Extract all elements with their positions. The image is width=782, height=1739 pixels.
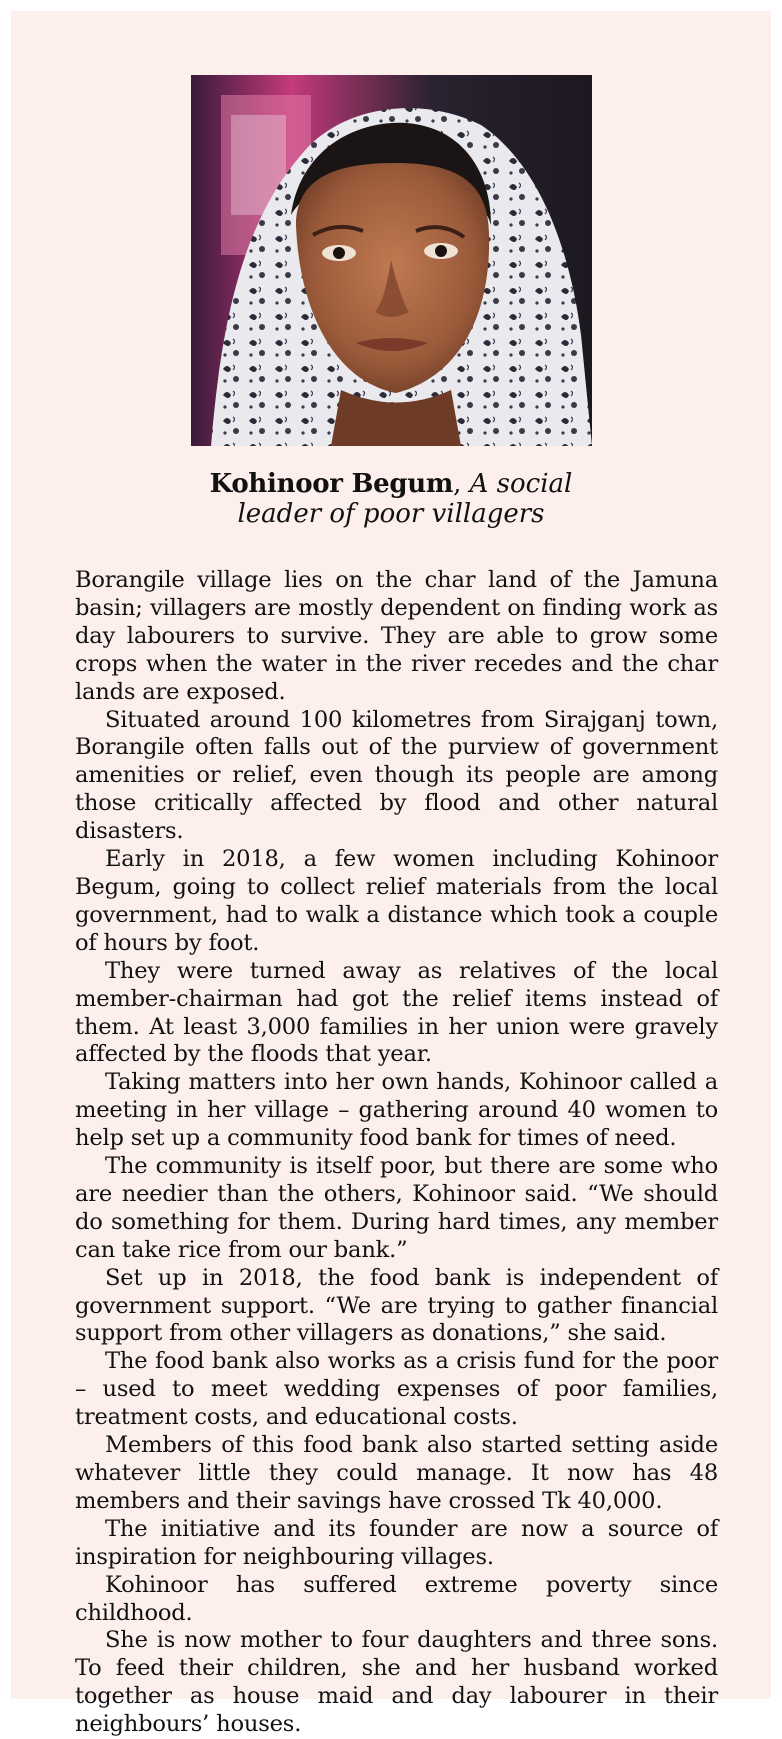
paragraph: Kohinoor has suffered extreme poverty since childhood. (75, 1571, 718, 1626)
portrait-photo (191, 75, 592, 446)
paragraph: They were turned away as relatives of the local member-chairman had got the relief items instead of them. At least 3,000 families in her union were gravely affected by the floods that year. (75, 957, 718, 1068)
article-body (75, 567, 718, 1739)
caption-separator: , (453, 469, 470, 499)
paragraph: The community is itself poor, but there are some who are needier than the others, Kohinoor said. “We should do something for them. During hard times, any member can take rice from our bank.” (75, 1153, 718, 1263)
person-role-line1: A social (469, 469, 573, 499)
paragraph: She is now mother to four daughters and three sons. To feed their children, she and her husband worked together as house maid and day labourer in their neighbours’ houses. (75, 1627, 718, 1738)
paragraph: Borangile village lies on the char land of the Jamuna basin; villagers are mostly dependent on finding work as day labourers to survive. They are able to grow some crops when the water in the river recedes and the char lands are exposed. (75, 567, 718, 705)
paragraph: The initiative and its founder are now a source of inspiration for neighbouring villages. (75, 1515, 718, 1570)
person-name: Kohinoor Begum (209, 469, 454, 499)
paragraph: The food bank also works as a crisis fund for the poor – used to meet wedding expenses of poor families, treatment costs, and educational costs. (75, 1348, 718, 1431)
photo-caption (11, 469, 771, 529)
paragraph: Situated around 100 kilometres from Sirajganj town, Borangile often falls out of the purview of government amenities or relief, even though its people are among those critically affected by flood and other natural disasters. (75, 706, 718, 845)
paragraph: Members of this food bank also started setting aside whatever little they could manage. It now has 48 members and their savings have crossed Tk 40,000. (75, 1432, 718, 1514)
person-role-line2: leader of poor villagers (237, 499, 545, 529)
paragraph: Set up in 2018, the food bank is independent of government support. “We are trying to gather financial support from other villagers as donations,” she said. (75, 1264, 718, 1347)
paragraph: Early in 2018, a few women including Kohinoor Begum, going to collect relief materials from the local government, had to walk a distance which took a couple of hours by foot. (75, 846, 718, 956)
paragraph: Taking matters into her own hands, Kohinoor called a meeting in her village – gathering around 40 women to help set up a community food bank for times of need. (75, 1069, 718, 1152)
portrait-photo-icon (191, 75, 592, 446)
article-card (11, 11, 771, 1738)
